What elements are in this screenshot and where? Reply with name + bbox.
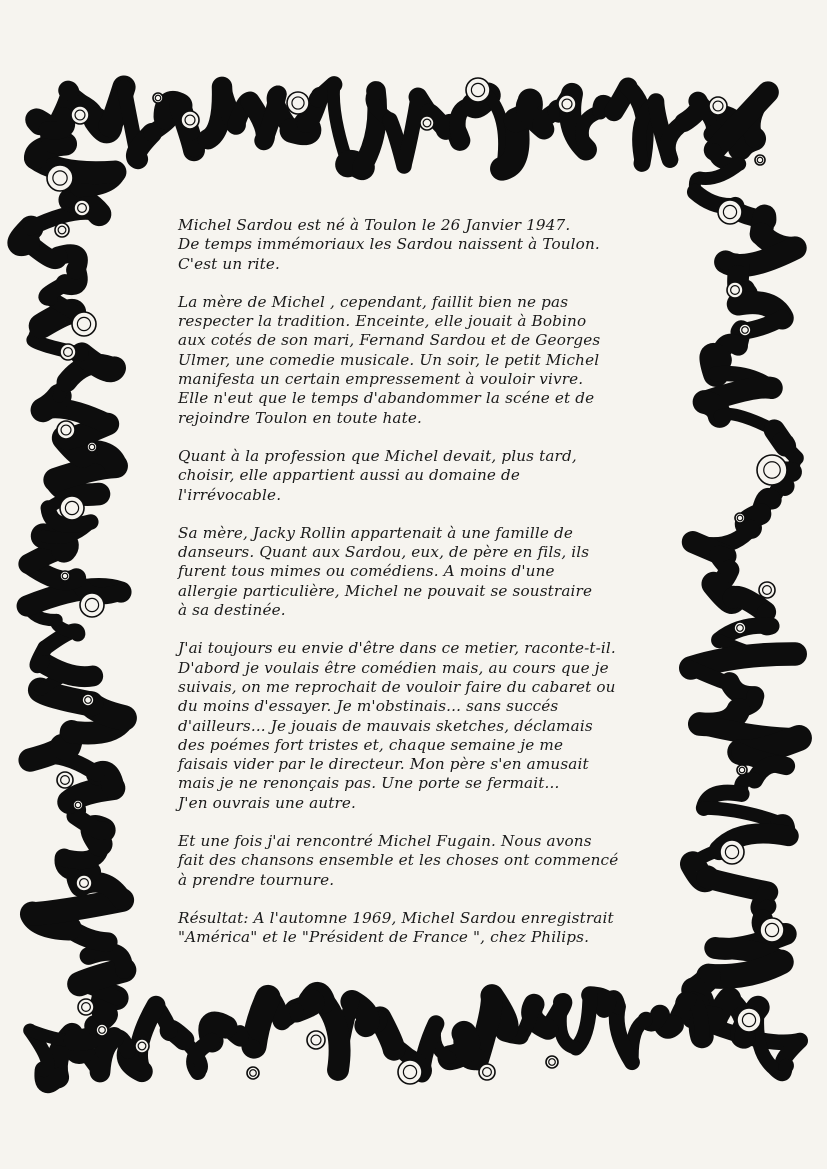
circle-ornament-icon <box>307 1031 325 1049</box>
brush-stroke <box>691 654 795 668</box>
brush-stroke <box>704 808 778 822</box>
circle-ornament-icon <box>420 116 434 130</box>
text-line: La mère de Michel , cependant, faillit bien ne pas <box>178 292 569 311</box>
circle-ornament-icon <box>71 106 89 124</box>
circle-ornament-icon <box>96 1024 108 1036</box>
text-line: allergie particulière, Michel ne pouvait se soustraire <box>178 581 593 600</box>
circle-ornament-icon <box>47 165 73 191</box>
text-line: Sa mère, Jacky Rollin appartenait à une famille de <box>178 523 574 542</box>
text-line: D'abord je voulais être comédien mais, au cours que je <box>178 658 609 677</box>
circle-ornament-icon <box>739 324 751 336</box>
text-line: Michel Sardou est né à Toulon le 26 Janvier 1947. <box>178 216 571 234</box>
circle-ornament-icon <box>181 111 199 129</box>
circle-ornament-icon <box>479 1064 495 1080</box>
text-line: J'en ouvrais une autre. <box>178 793 357 812</box>
circle-ornament-icon <box>558 95 576 113</box>
text-line: respecter la tradition. Enceinte, elle jouait à Bobino <box>178 312 587 331</box>
circle-ornament-icon <box>735 513 745 523</box>
paragraph-birth <box>178 216 678 274</box>
brush-stroke <box>42 662 93 677</box>
circle-ornament-icon <box>57 421 75 439</box>
brush-stroke <box>33 900 123 914</box>
circle-ornament-icon <box>709 97 727 115</box>
brush-stroke <box>576 995 590 1048</box>
text-line: J'ai toujours eu envie d'être dans ce metier, raconte-t-il. <box>178 639 616 658</box>
circle-ornament-icon <box>760 918 784 942</box>
circle-ornament-icon <box>737 1008 761 1032</box>
text-line: rejoindre Toulon en toute hate. <box>178 408 422 427</box>
circle-ornament-icon <box>718 200 742 224</box>
circle-ornament-icon <box>60 344 76 360</box>
circle-ornament-icon <box>247 1067 259 1079</box>
circle-ornament-icon <box>546 1056 558 1068</box>
paragraph-family <box>178 524 678 620</box>
text-line: à sa destinée. <box>178 601 286 620</box>
circle-ornament-icon <box>72 312 96 336</box>
text-line: fait des chansons ensemble et les choses ont commencé <box>178 851 619 870</box>
text-line: suivais, on me reprochait de vouloir faire du cabaret ou <box>178 677 616 696</box>
text-line: l'irrévocable. <box>178 485 282 504</box>
text-line: De temps immémoriaux les Sardou naissent à Toulon. <box>178 235 600 254</box>
text-line: d'ailleurs... Je jouais de mauvais sketches, déclamais <box>178 716 593 735</box>
circle-ornament-icon <box>734 622 746 634</box>
circle-ornament-icon <box>737 765 747 775</box>
circle-ornament-icon <box>755 155 765 165</box>
circle-ornament-icon <box>720 840 744 864</box>
text-line: Elle n'eut que le temps d'abandommer la scéne et de <box>178 389 595 408</box>
brush-stroke <box>36 158 116 173</box>
text-line: du moins d'essayer. Je m'obstinais... sans succés <box>178 697 559 716</box>
text-line: aux cotés de son mari, Fernand Sardou et de Georges <box>178 331 601 350</box>
text-line: faisais vider par le directeur. Mon père s'en amusait <box>178 755 589 774</box>
circle-ornament-icon <box>78 999 94 1015</box>
paragraph-profession <box>178 447 678 505</box>
text-line: danseurs. Quant aux Sardou, eux, de père en fils, ils <box>178 543 590 562</box>
text-line: choisir, elle appartient aussi au domaine de <box>178 466 521 485</box>
circle-ornament-icon <box>55 223 69 237</box>
circle-ornament-icon <box>60 571 70 581</box>
circle-ornament-icon <box>466 78 490 102</box>
text-line: à prendre tournure. <box>178 870 335 889</box>
text-line: Ulmer, une comedie musicale. Un soir, le petit Michel <box>178 350 600 369</box>
article-text <box>178 216 678 967</box>
text-line: "América" et le "Président de France ", chez Philips. <box>178 928 590 947</box>
circle-ornament-icon <box>60 496 84 520</box>
circle-ornament-icon <box>74 200 90 216</box>
text-line: manifesta un certain empressement à vouloir vivre. <box>178 370 584 389</box>
text-line: Quant à la profession que Michel devait, plus tard, <box>178 446 577 465</box>
circle-ornament-icon <box>76 875 92 891</box>
paragraph-quote <box>178 639 678 813</box>
circle-ornament-icon <box>757 455 787 485</box>
text-line: Et une fois j'ai rencontré Michel Fugain. Nous avons <box>178 832 592 851</box>
text-line: Résultat: A l'automne 1969, Michel Sardou enregistrait <box>178 908 614 927</box>
circle-ornament-icon <box>398 1060 422 1084</box>
brush-stroke <box>254 998 268 1047</box>
text-line: des poémes fort tristes et, chaque semaine je me <box>178 735 564 754</box>
circle-ornament-icon <box>73 800 83 810</box>
circle-ornament-icon <box>80 593 104 617</box>
paragraph-mother <box>178 293 678 428</box>
text-line: furent tous mimes ou comédiens. A moins d'une <box>178 562 555 581</box>
circle-ornament-icon <box>727 282 743 298</box>
circle-ornament-icon <box>759 582 775 598</box>
text-line: C'est un rite. <box>178 254 281 273</box>
circle-ornament-icon <box>82 694 94 706</box>
circle-ornament-icon <box>287 92 309 114</box>
paragraph-fugain <box>178 832 678 890</box>
text-line: mais je ne renonçais pas. Une porte se fermait... <box>178 774 560 793</box>
circle-ornament-icon <box>87 442 97 452</box>
circle-ornament-icon <box>135 1039 149 1053</box>
circle-ornament-icon <box>57 772 73 788</box>
paragraph-result <box>178 909 678 948</box>
circle-ornament-icon <box>153 93 163 103</box>
